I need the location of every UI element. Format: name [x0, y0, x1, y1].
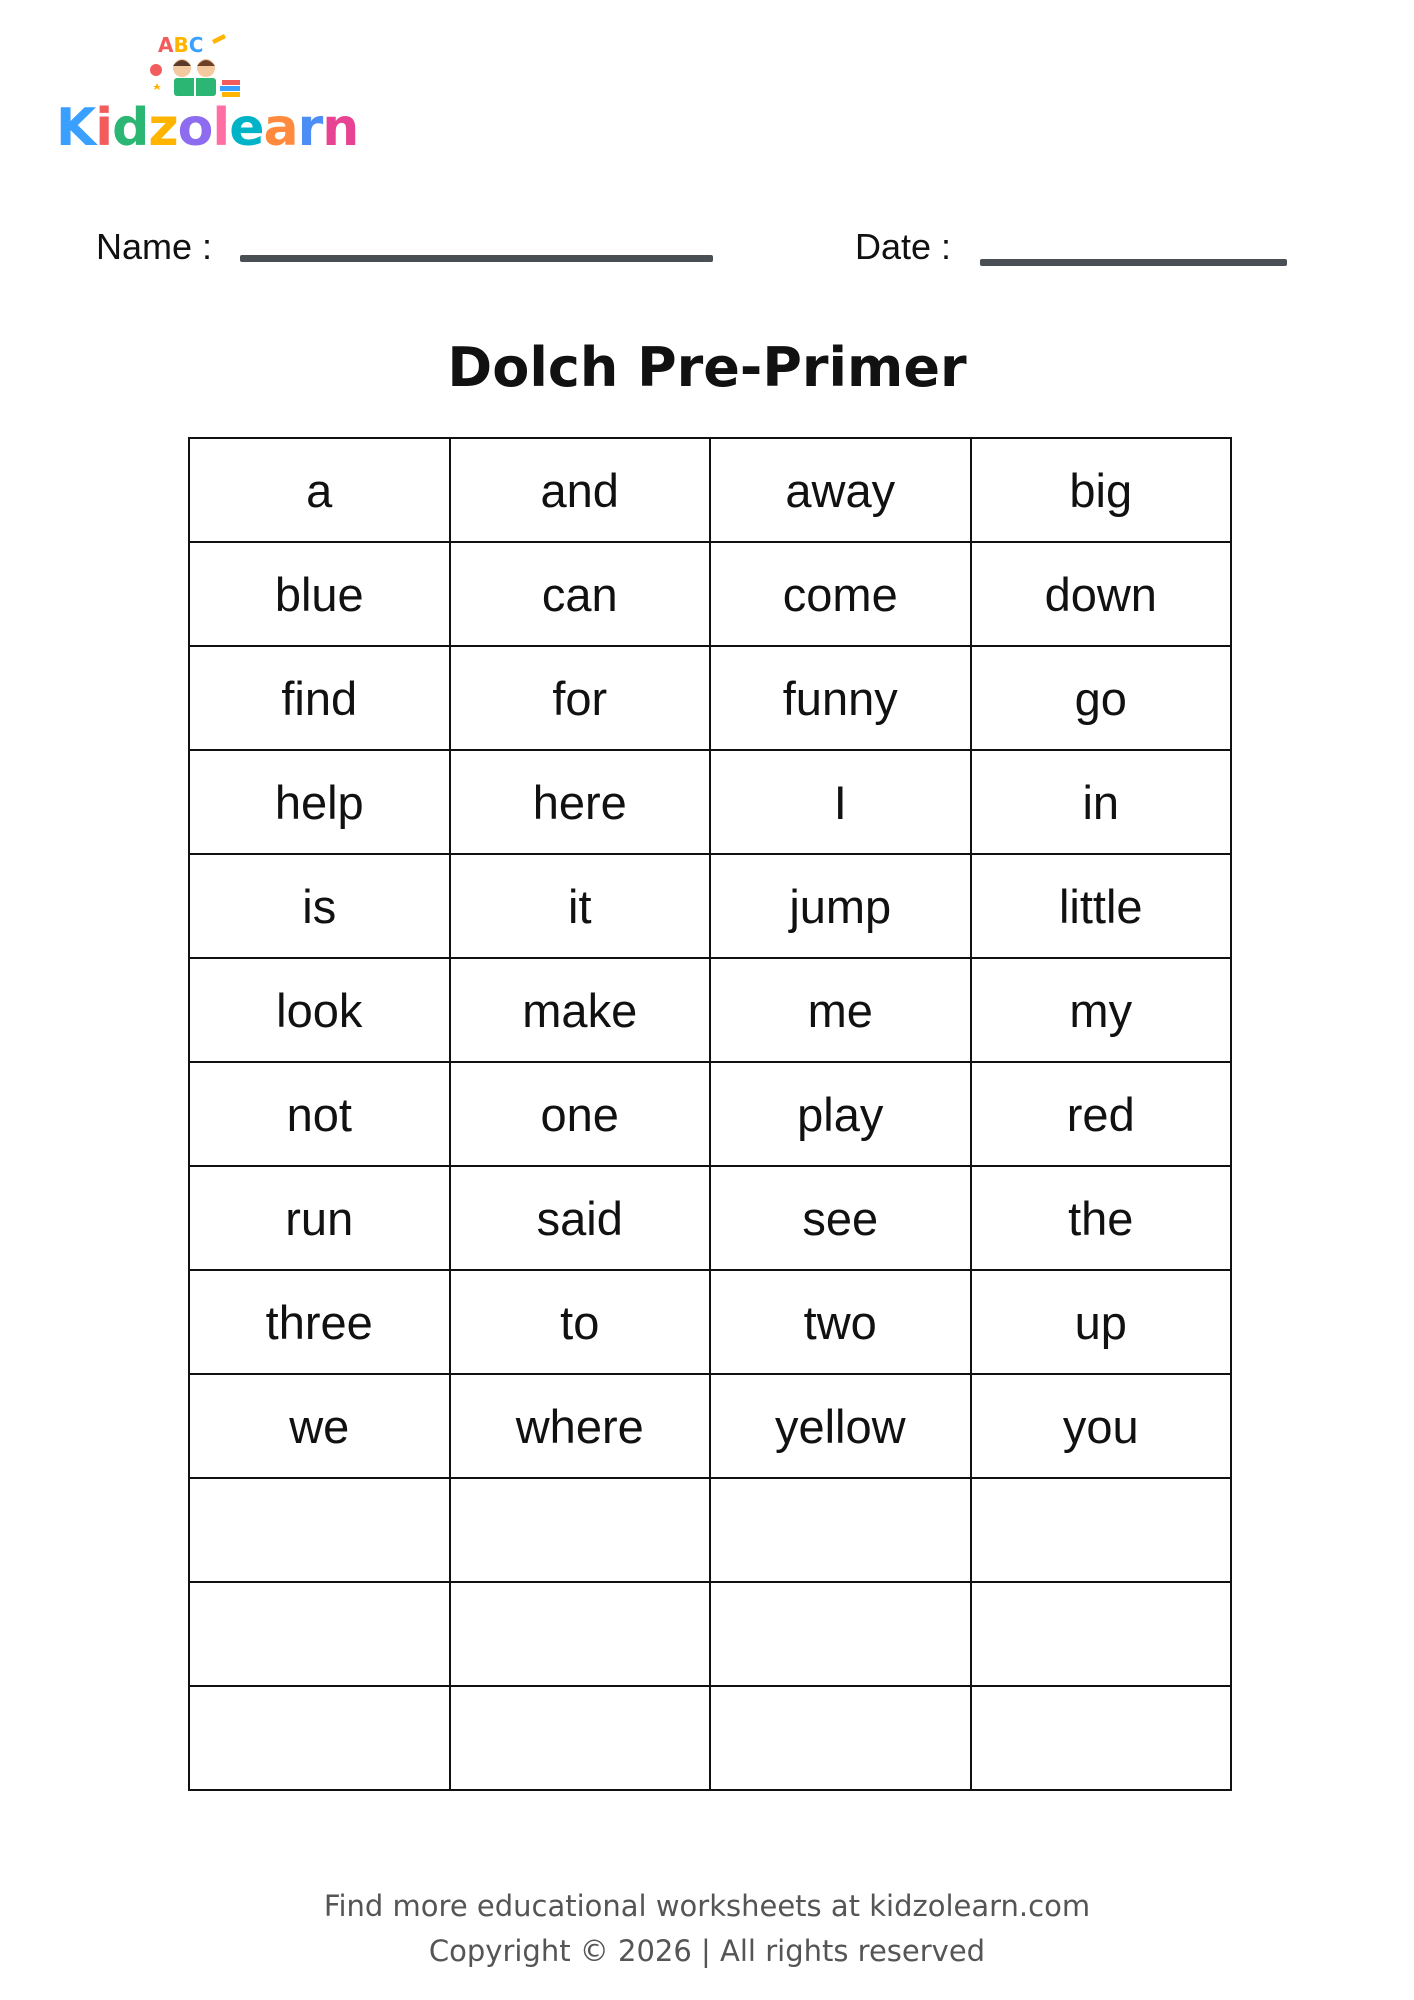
logo-badge-letter: A: [158, 33, 174, 57]
word-cell: me: [710, 958, 971, 1062]
word-cell: here: [450, 750, 711, 854]
word-cell: you: [971, 1374, 1232, 1478]
footer-website-text: Find more educational worksheets at kidzolearn.com: [323, 1889, 1091, 1923]
logo-letter: K: [56, 98, 96, 158]
word-cell: can: [450, 542, 711, 646]
word-cell: to: [450, 1270, 711, 1374]
logo-letter: e: [229, 98, 264, 158]
word-cell: three: [189, 1270, 450, 1374]
empty-cell[interactable]: [971, 1686, 1232, 1790]
empty-cell[interactable]: [971, 1478, 1232, 1582]
word-cell: go: [971, 646, 1232, 750]
table-row: [189, 1270, 1231, 1374]
empty-cell[interactable]: [710, 1582, 971, 1686]
empty-cell[interactable]: [710, 1478, 971, 1582]
logo-letter: d: [112, 98, 149, 158]
empty-cell[interactable]: [189, 1582, 450, 1686]
empty-cell[interactable]: [450, 1582, 711, 1686]
word-cell: play: [710, 1062, 971, 1166]
word-cell: in: [971, 750, 1232, 854]
word-cell: one: [450, 1062, 711, 1166]
table-row: [189, 438, 1231, 542]
logo-letter: a: [263, 98, 298, 158]
word-cell: where: [450, 1374, 711, 1478]
word-cell: my: [971, 958, 1232, 1062]
empty-cell[interactable]: [450, 1478, 711, 1582]
word-cell: I: [710, 750, 971, 854]
logo-letter: r: [297, 98, 323, 158]
word-cell: blue: [189, 542, 450, 646]
empty-cell[interactable]: [189, 1478, 450, 1582]
logo-letter: o: [177, 98, 213, 158]
date-field-line[interactable]: [980, 259, 1287, 266]
word-cell: up: [971, 1270, 1232, 1374]
name-label: Name :: [96, 226, 213, 267]
kidzolearn-logo: [56, 30, 359, 170]
word-cell: it: [450, 854, 711, 958]
word-cell: red: [971, 1062, 1232, 1166]
table-row: [189, 1062, 1231, 1166]
empty-cell[interactable]: [971, 1582, 1232, 1686]
word-cell: see: [710, 1166, 971, 1270]
empty-cell[interactable]: [189, 1686, 450, 1790]
word-cell: and: [450, 438, 711, 542]
empty-cell[interactable]: [710, 1686, 971, 1790]
logo-wordmark: [56, 98, 358, 158]
word-cell: make: [450, 958, 711, 1062]
table-row: [189, 1374, 1231, 1478]
word-cell: yellow: [710, 1374, 971, 1478]
word-cell: not: [189, 1062, 450, 1166]
word-cell: away: [710, 438, 971, 542]
word-cell: the: [971, 1166, 1232, 1270]
word-cell: come: [710, 542, 971, 646]
word-cell: a: [189, 438, 450, 542]
table-row: [189, 1166, 1231, 1270]
logo-letter: l: [212, 98, 230, 158]
table-row: [189, 854, 1231, 958]
word-cell: said: [450, 1166, 711, 1270]
table-row: [189, 1478, 1231, 1582]
footer-copyright-text: Copyright © 2026 | All rights reserved: [428, 1934, 986, 1968]
word-cell: is: [189, 854, 450, 958]
logo-badge-letter: C: [188, 33, 204, 57]
table-row: [189, 1686, 1231, 1790]
logo-letter: n: [322, 98, 359, 158]
word-cell: look: [189, 958, 450, 1062]
word-cell: funny: [710, 646, 971, 750]
table-row: [189, 646, 1231, 750]
table-row: [189, 542, 1231, 646]
sight-word-table: [188, 437, 1232, 1791]
table-row: [189, 958, 1231, 1062]
word-cell: little: [971, 854, 1232, 958]
word-cell: two: [710, 1270, 971, 1374]
word-cell: big: [971, 438, 1232, 542]
logo-badge-letter: B: [173, 33, 189, 57]
worksheet-title: Dolch Pre-Primer: [447, 336, 967, 399]
word-cell: help: [189, 750, 450, 854]
table-row: [189, 750, 1231, 854]
table-row: [189, 1582, 1231, 1686]
word-cell: we: [189, 1374, 450, 1478]
word-cell: run: [189, 1166, 450, 1270]
date-label: Date :: [855, 226, 952, 267]
word-cell: find: [189, 646, 450, 750]
empty-cell[interactable]: [450, 1686, 711, 1790]
logo-badge-text: [158, 33, 203, 57]
logo-letter: z: [148, 98, 178, 158]
word-cell: for: [450, 646, 711, 750]
logo-letter: i: [95, 98, 113, 158]
word-cell: jump: [710, 854, 971, 958]
name-field-line[interactable]: [240, 255, 713, 262]
word-cell: down: [971, 542, 1232, 646]
